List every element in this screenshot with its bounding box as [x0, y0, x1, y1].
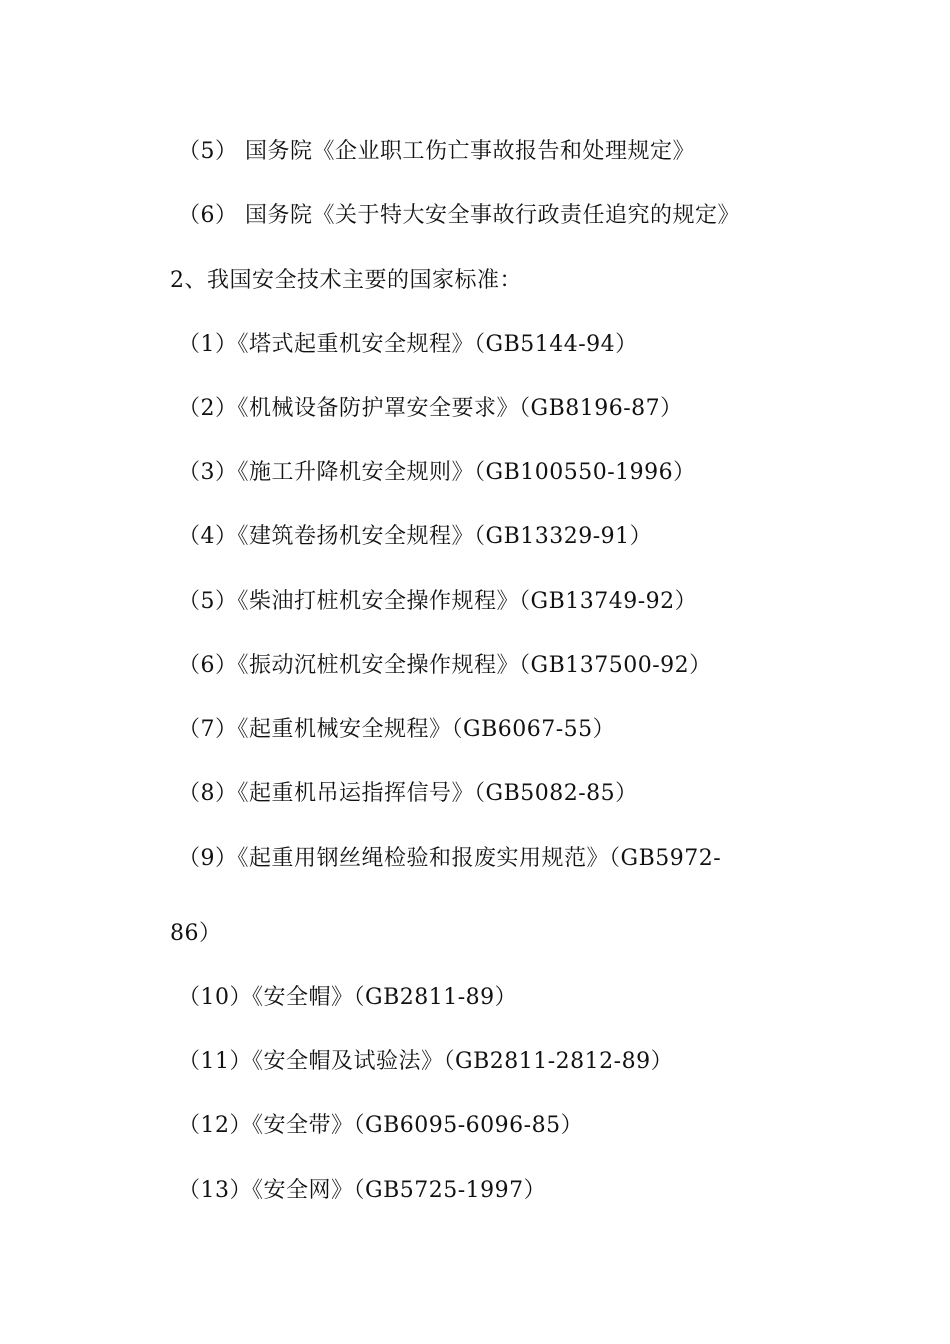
standard-line-5: （5）《柴油打桩机安全操作规程》（GB13749-92） — [178, 589, 698, 614]
section-heading: 2、我国安全技术主要的国家标准： — [170, 268, 522, 293]
standard-line-4: （4）《建筑卷扬机安全规程》（GB13329-91） — [178, 524, 653, 549]
regulation-line-5: （5） 国务院《企业职工伤亡事故报告和处理规定》 — [178, 139, 695, 164]
regulation-line-6: （6） 国务院《关于特大安全事故行政责任追究的规定》 — [178, 203, 740, 228]
standard-line-8: （8）《起重机吊运指挥信号》（GB5082-85） — [178, 781, 638, 806]
standard-line-13: （13）《安全网》（GB5725-1997） — [178, 1178, 547, 1203]
standard-line-11: （11）《安全帽及试验法》（GB2811-2812-89） — [178, 1049, 674, 1074]
standard-line-7: （7）《起重机械安全规程》（GB6067-55） — [178, 717, 616, 742]
standard-line-1: （1）《塔式起重机安全规程》（GB5144-94） — [178, 332, 638, 357]
standard-line-9-continuation: 86） — [170, 921, 222, 946]
standard-line-9: （9）《起重用钢丝绳检验和报废实用规范》（GB5972- — [178, 846, 722, 871]
standard-line-2: （2）《机械设备防护罩安全要求》（GB8196-87） — [178, 396, 683, 421]
standard-line-3: （3）《施工升降机安全规则》（GB100550-1996） — [178, 460, 696, 485]
standard-line-6: （6）《振动沉桩机安全操作规程》（GB137500-92） — [178, 653, 712, 678]
standard-line-10: （10）《安全帽》（GB2811-89） — [178, 985, 518, 1010]
standard-line-12: （12）《安全带》（GB6095-6096-85） — [178, 1113, 584, 1138]
